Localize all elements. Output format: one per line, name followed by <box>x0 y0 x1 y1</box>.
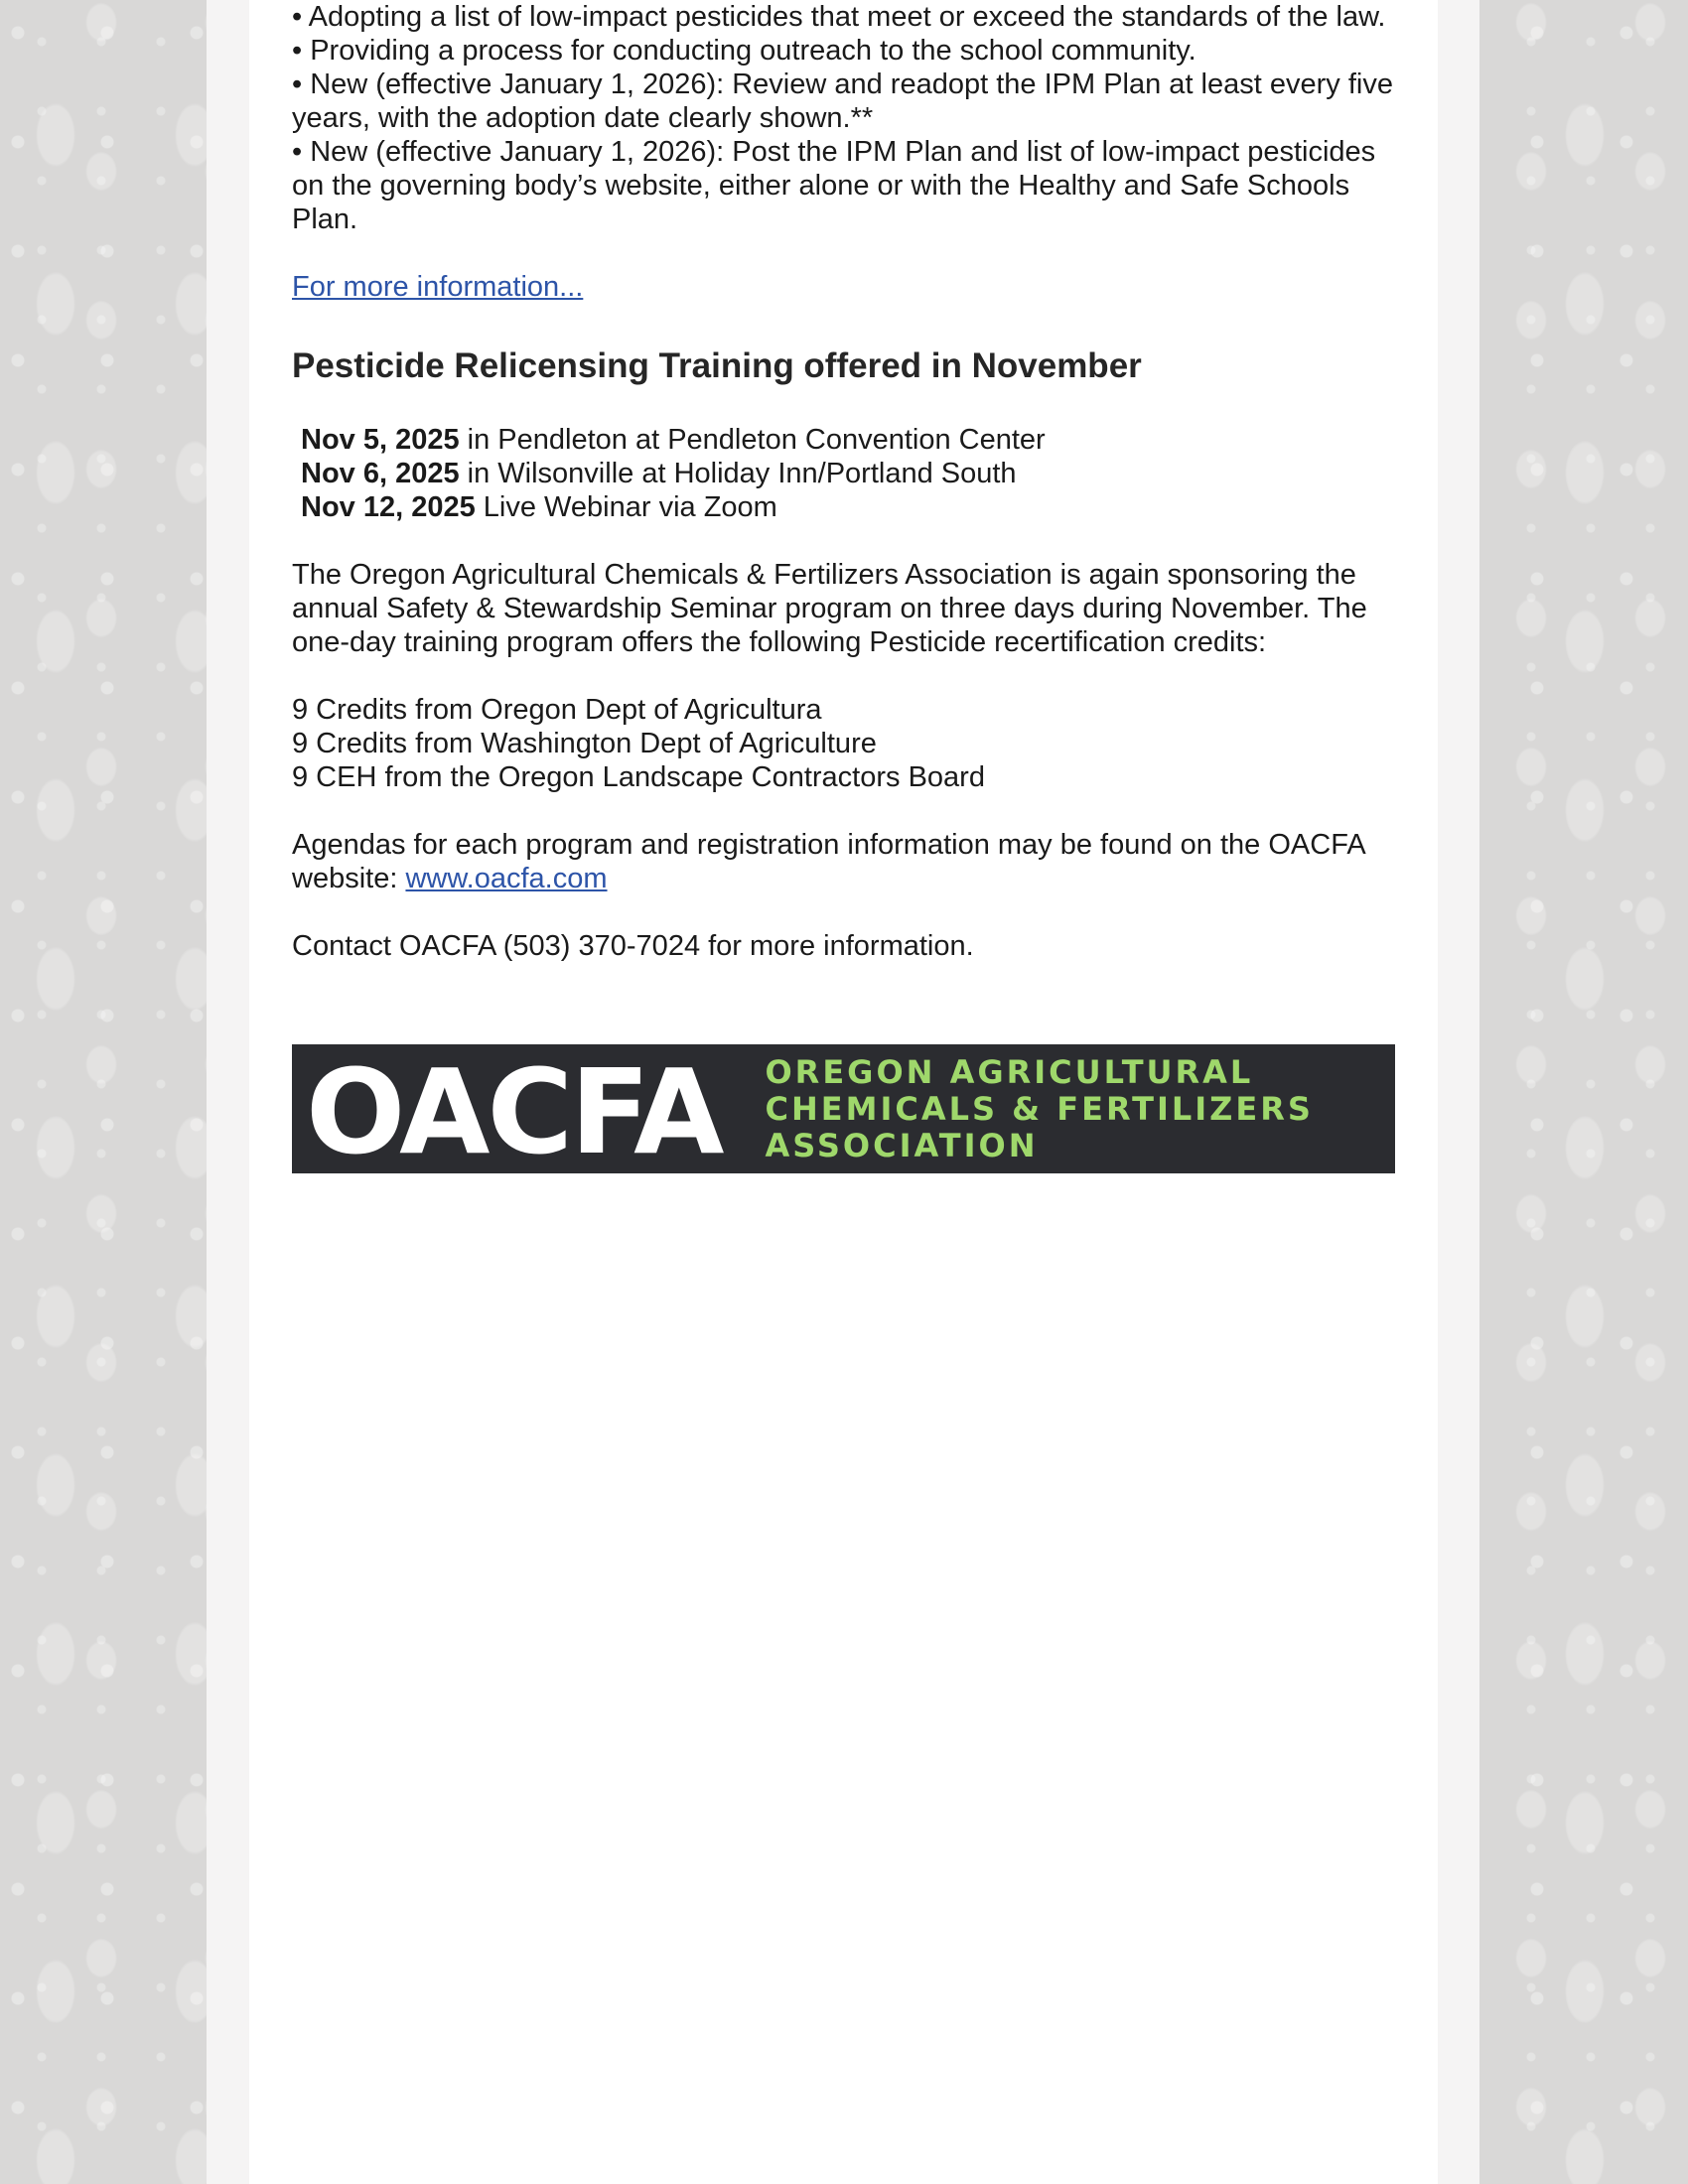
credit-item: 9 CEH from the Oregon Landscape Contractors Board <box>292 761 985 793</box>
association-name-line: OREGON AGRICULTURAL <box>765 1052 1254 1091</box>
association-name <box>765 1054 1313 1164</box>
agendas-text: Agendas for each program and registration information may be found on the OACFA website: <box>292 829 1365 894</box>
list-item: • Adopting a list of low-impact pesticides that meet or exceed the standards of the law. <box>292 1 1386 33</box>
session-date: Nov 12, 2025 <box>301 491 476 523</box>
oacfa-banner[interactable] <box>292 1043 1395 1180</box>
newsletter-content <box>292 0 1404 963</box>
session-item <box>301 423 1404 457</box>
credit-item: 9 Credits from Washington Dept of Agriculture <box>292 728 877 759</box>
agendas-paragraph <box>292 828 1404 895</box>
association-name-line: ASSOCIATION <box>765 1126 1039 1164</box>
credits-list <box>292 693 1404 794</box>
ipm-requirements-list <box>292 0 1404 236</box>
session-detail: in Wilsonville at Holiday Inn/Portland South <box>459 458 1017 489</box>
session-detail: in Pendleton at Pendleton Convention Center <box>459 424 1046 456</box>
session-item <box>301 490 1404 524</box>
oacfa-logo: OACFA <box>306 1043 722 1180</box>
oacfa-website-link[interactable]: www.oacfa.com <box>405 863 608 894</box>
more-information-link[interactable]: For more information... <box>292 271 584 303</box>
seminar-intro-paragraph: The Oregon Agricultural Chemicals & Fertilizers Association is again sponsoring the annual Safety & Stewardship Seminar program on three days during November. The one-day training program offers the following Pesticide recertification credits: <box>292 559 1367 658</box>
association-name-line: CHEMICALS & FERTILIZERS <box>765 1089 1314 1128</box>
list-item: • New (effective January 1, 2026): Review and readopt the IPM Plan at least every five years, with the adoption date clearly shown.** <box>292 68 1393 134</box>
list-item: • Providing a process for conducting outreach to the school community. <box>292 35 1196 67</box>
session-item <box>301 457 1404 490</box>
list-item: • New (effective January 1, 2026): Post the IPM Plan and list of low-impact pesticides on the governing body’s website, either alone or with the Healthy and Safe Schools Plan. <box>292 136 1376 235</box>
section-heading: Pesticide Relicensing Training offered in November <box>292 346 1142 385</box>
training-sessions <box>292 423 1404 524</box>
session-date: Nov 5, 2025 <box>301 424 460 456</box>
contact-paragraph: Contact OACFA (503) 370-7024 for more information. <box>292 930 974 962</box>
session-detail: Live Webinar via Zoom <box>475 491 777 523</box>
session-date: Nov 6, 2025 <box>301 458 460 489</box>
credit-item: 9 Credits from Oregon Dept of Agricultura <box>292 694 822 726</box>
